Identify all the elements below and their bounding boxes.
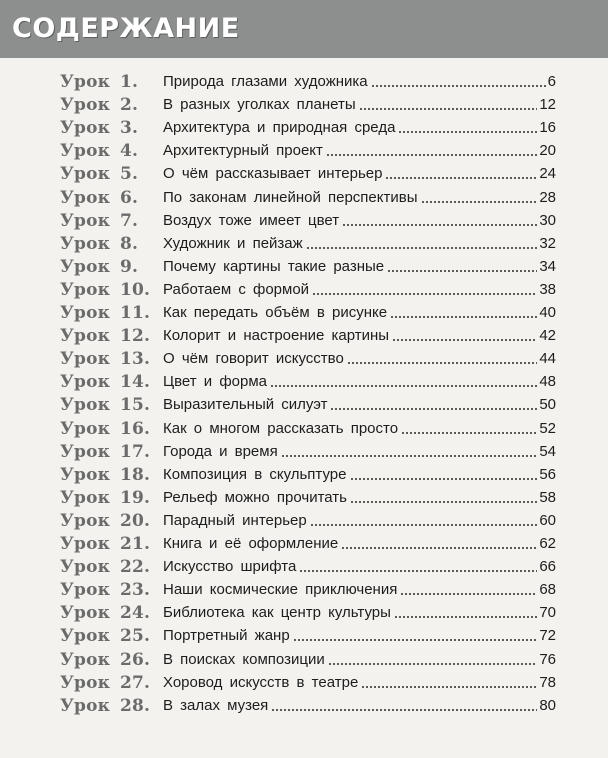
toc-entry-8[interactable] <box>0 232 608 256</box>
toc-entry-23[interactable] <box>0 578 608 602</box>
dot-leader <box>347 360 538 366</box>
dot-leader <box>371 83 546 89</box>
lesson-number: 7. <box>120 210 139 231</box>
toc-entry-28[interactable] <box>0 694 608 718</box>
lesson-label <box>60 578 160 602</box>
lesson-number: 2. <box>120 95 139 116</box>
entry-line <box>163 186 563 210</box>
toc-entry-13[interactable] <box>0 347 608 371</box>
page-number: 70 <box>539 604 556 622</box>
toc-entry-25[interactable] <box>0 624 608 648</box>
dot-leader <box>342 222 537 228</box>
dot-leader <box>398 129 537 135</box>
toc-entry-4[interactable] <box>0 139 608 163</box>
page-number: 38 <box>539 280 556 298</box>
dot-leader <box>330 406 537 412</box>
lesson-label <box>60 694 160 718</box>
toc-entry-20[interactable] <box>0 509 608 533</box>
entry-line <box>163 209 563 233</box>
entry-title: Работаем с формой <box>163 280 310 298</box>
dot-leader <box>392 337 537 343</box>
entry-line <box>163 601 563 625</box>
lesson-label <box>60 209 160 233</box>
lesson-word: Урок <box>60 695 111 716</box>
page-number: 20 <box>539 142 556 160</box>
page-number: 66 <box>539 558 556 576</box>
entry-title: Архитектура и природная среда <box>163 119 396 137</box>
dot-leader <box>421 199 538 205</box>
entry-title: О чём рассказывает интерьер <box>163 165 383 183</box>
page-number: 30 <box>539 211 556 229</box>
page-title: СОДЕРЖАНИЕ <box>12 13 240 44</box>
page-number: 24 <box>539 165 556 183</box>
entry-title: Выразительный силуэт <box>163 396 328 414</box>
lesson-number: 22. <box>120 557 151 578</box>
entry-title: Хоровод искусств в театре <box>163 673 359 691</box>
dot-leader <box>350 499 537 505</box>
lesson-number: 4. <box>120 141 139 162</box>
entry-title: Города и время <box>163 442 278 460</box>
dot-leader <box>400 591 537 597</box>
entry-title: Рельеф можно прочитать <box>163 488 347 506</box>
page-number: 60 <box>539 511 556 529</box>
entry-title: Парадный интерьер <box>163 511 307 529</box>
dot-leader <box>293 637 538 643</box>
lesson-word: Урок <box>60 418 111 439</box>
lesson-word: Урок <box>60 649 111 670</box>
lesson-label <box>60 324 160 348</box>
entry-line <box>163 509 563 533</box>
entry-title: О чём говорит искусство <box>163 350 344 368</box>
entry-line <box>163 578 563 602</box>
toc-entry-9[interactable] <box>0 255 608 279</box>
lesson-word: Урок <box>60 464 111 485</box>
entry-title: Природа глазами художника <box>163 73 368 90</box>
entry-title: Наши космические приключения <box>163 581 398 599</box>
entry-title: По законам линейной перспективы <box>163 188 418 206</box>
page-number: 76 <box>539 650 556 668</box>
lesson-word: Урок <box>60 233 111 254</box>
dot-leader <box>387 268 537 274</box>
dot-leader <box>310 522 538 528</box>
entry-title: Портретный жанр <box>163 627 290 645</box>
entry-line <box>163 347 563 371</box>
header-band <box>0 0 608 58</box>
entry-title: Почему картины такие разные <box>163 257 385 275</box>
dot-leader <box>394 614 537 620</box>
entry-line <box>163 116 563 140</box>
entry-line <box>163 694 563 718</box>
entry-line <box>163 93 563 117</box>
lesson-label <box>60 370 160 394</box>
entry-line <box>163 162 563 186</box>
lesson-label <box>60 347 160 371</box>
page-number: 72 <box>539 627 556 645</box>
entry-line <box>163 417 563 441</box>
dot-leader <box>299 568 537 574</box>
toc-entry-18[interactable] <box>0 463 608 487</box>
page-number: 58 <box>539 488 556 506</box>
lesson-number: 20. <box>120 510 151 531</box>
entry-line <box>163 671 563 695</box>
dot-leader <box>350 476 538 482</box>
dot-leader <box>281 453 538 459</box>
lesson-number: 26. <box>120 649 151 670</box>
entry-title: Воздух тоже имеет цвет <box>163 211 340 229</box>
lesson-number: 18. <box>120 464 151 485</box>
page-number: 68 <box>539 581 556 599</box>
lesson-word: Урок <box>60 95 111 116</box>
lesson-number: 23. <box>120 580 151 601</box>
lesson-word: Урок <box>60 326 111 347</box>
toc-entry-12[interactable] <box>0 324 608 348</box>
table-of-contents <box>0 70 608 730</box>
toc-entry-7[interactable] <box>0 209 608 233</box>
entry-title: Цвет и форма <box>163 373 268 391</box>
dot-leader <box>270 383 537 389</box>
lesson-number: 14. <box>120 372 151 393</box>
toc-entry-19[interactable] <box>0 486 608 510</box>
lesson-word: Урок <box>60 349 111 370</box>
lesson-number: 21. <box>120 534 151 554</box>
dot-leader <box>359 106 538 112</box>
toc-entry-21[interactable] <box>0 532 608 556</box>
toc-entry-6[interactable] <box>0 186 608 210</box>
lesson-word: Урок <box>60 256 111 277</box>
page-number: 80 <box>539 696 556 714</box>
lesson-word: Урок <box>60 534 111 554</box>
lesson-number: 5. <box>120 164 139 185</box>
entry-title: Колорит и настроение картины <box>163 327 390 345</box>
page-number: 78 <box>539 673 556 691</box>
lesson-number: 28. <box>120 695 151 716</box>
page-number: 48 <box>539 373 556 391</box>
entry-line <box>163 624 563 648</box>
dot-leader <box>361 684 537 690</box>
lesson-label <box>60 278 160 302</box>
lesson-label <box>60 393 160 417</box>
entry-title: Как о многом рассказать просто <box>163 419 399 437</box>
lesson-label <box>60 93 160 117</box>
lesson-label <box>60 301 160 325</box>
toc-entry-14[interactable] <box>0 370 608 394</box>
entry-line <box>163 70 563 94</box>
lesson-number: 19. <box>120 487 151 508</box>
toc-entry-5[interactable] <box>0 162 608 186</box>
lesson-number: 8. <box>120 233 139 254</box>
toc-entry-2[interactable] <box>0 93 608 117</box>
entry-title: Книга и её оформление <box>163 535 339 552</box>
lesson-label <box>60 555 160 579</box>
lesson-word: Урок <box>60 187 111 208</box>
entry-title: Библиотека как центр культуры <box>163 604 391 622</box>
toc-entry-3[interactable] <box>0 116 608 140</box>
entry-line <box>163 301 563 325</box>
entry-title: Композиция в скульптуре <box>163 465 347 483</box>
page-number: 44 <box>539 350 556 368</box>
lesson-word: Урок <box>60 303 111 323</box>
toc-entry-11[interactable] <box>0 301 608 325</box>
entry-line <box>163 648 563 672</box>
lesson-number: 24. <box>120 603 151 624</box>
entry-title: В разных уголках планеты <box>163 96 356 114</box>
lesson-word: Урок <box>60 141 111 162</box>
lesson-number: 15. <box>120 395 151 416</box>
page-number: 62 <box>539 535 556 552</box>
lesson-number: 11. <box>120 303 151 323</box>
entry-line <box>163 486 563 510</box>
lesson-label <box>60 255 160 279</box>
lesson-number: 12. <box>120 326 151 347</box>
lesson-number: 6. <box>120 187 139 208</box>
entry-title: Художник и пейзаж <box>163 234 303 252</box>
entry-line <box>163 463 563 487</box>
lesson-word: Урок <box>60 672 111 693</box>
entry-line <box>163 232 563 256</box>
lesson-word: Урок <box>60 580 111 601</box>
entry-line <box>163 324 563 348</box>
entry-line <box>163 532 563 556</box>
entry-line <box>163 555 563 579</box>
entry-title: Архитектурный проект <box>163 142 323 160</box>
lesson-number: 16. <box>120 418 151 439</box>
entry-line <box>163 370 563 394</box>
lesson-number: 9. <box>120 256 139 277</box>
dot-leader <box>390 314 537 320</box>
lesson-label <box>60 162 160 186</box>
page-number: 42 <box>539 327 556 345</box>
toc-entry-10[interactable] <box>0 278 608 302</box>
lesson-word: Урок <box>60 557 111 578</box>
entry-line <box>163 139 563 163</box>
lesson-label <box>60 601 160 625</box>
lesson-label <box>60 509 160 533</box>
lesson-word: Урок <box>60 210 111 231</box>
dot-leader <box>312 291 537 297</box>
entry-line <box>163 440 563 464</box>
page-number: 12 <box>539 96 556 114</box>
toc-entry-1[interactable] <box>0 70 608 94</box>
dot-leader <box>271 707 537 713</box>
toc-entry-17[interactable] <box>0 440 608 464</box>
toc-entry-22[interactable] <box>0 555 608 579</box>
lesson-label <box>60 440 160 464</box>
toc-entry-27[interactable] <box>0 671 608 695</box>
page-number: 16 <box>539 119 556 137</box>
lesson-label <box>60 70 160 94</box>
lesson-label <box>60 486 160 510</box>
entry-title: В поисках композиции <box>163 650 325 668</box>
lesson-label <box>60 624 160 648</box>
entry-line <box>163 393 563 417</box>
dot-leader <box>401 430 537 436</box>
lesson-number: 25. <box>120 626 151 647</box>
entry-title: В залах музея <box>163 696 269 714</box>
lesson-label <box>60 648 160 672</box>
lesson-number: 10. <box>120 279 151 300</box>
lesson-word: Урок <box>60 279 111 300</box>
entry-line <box>163 255 563 279</box>
lesson-word: Урок <box>60 487 111 508</box>
dot-leader <box>385 175 537 181</box>
page-number: 32 <box>539 234 556 252</box>
lesson-number: 17. <box>120 441 151 462</box>
lesson-word: Урок <box>60 395 111 416</box>
page-number: 54 <box>539 442 556 460</box>
page-number: 50 <box>539 396 556 414</box>
lesson-word: Урок <box>60 72 111 92</box>
entry-title: Как передать объём в рисунке <box>163 304 388 321</box>
lesson-label <box>60 186 160 210</box>
dot-leader <box>341 545 537 551</box>
lesson-label <box>60 671 160 695</box>
lesson-number: 1. <box>120 72 139 92</box>
entry-line <box>163 278 563 302</box>
dot-leader <box>328 661 538 667</box>
dot-leader <box>306 245 538 251</box>
lesson-word: Урок <box>60 372 111 393</box>
lesson-label <box>60 232 160 256</box>
page-number: 40 <box>539 304 556 321</box>
lesson-word: Урок <box>60 118 111 139</box>
entry-title: Искусство шрифта <box>163 558 297 576</box>
page-number: 52 <box>539 419 556 437</box>
lesson-word: Урок <box>60 441 111 462</box>
lesson-label <box>60 463 160 487</box>
lesson-label <box>60 417 160 441</box>
page-number: 56 <box>539 465 556 483</box>
toc-entry-16[interactable] <box>0 417 608 441</box>
lesson-label <box>60 532 160 556</box>
dot-leader <box>326 152 537 158</box>
page-number: 28 <box>539 188 556 206</box>
toc-entry-15[interactable] <box>0 393 608 417</box>
page-number: 6 <box>547 73 556 90</box>
lesson-number: 27. <box>120 672 151 693</box>
lesson-word: Урок <box>60 603 111 624</box>
lesson-word: Урок <box>60 626 111 647</box>
lesson-word: Урок <box>60 510 111 531</box>
page-number: 34 <box>539 257 556 275</box>
toc-entry-24[interactable] <box>0 601 608 625</box>
lesson-number: 13. <box>120 349 151 370</box>
lesson-word: Урок <box>60 164 111 185</box>
lesson-label <box>60 139 160 163</box>
lesson-number: 3. <box>120 118 139 139</box>
lesson-label <box>60 116 160 140</box>
toc-entry-26[interactable] <box>0 648 608 672</box>
